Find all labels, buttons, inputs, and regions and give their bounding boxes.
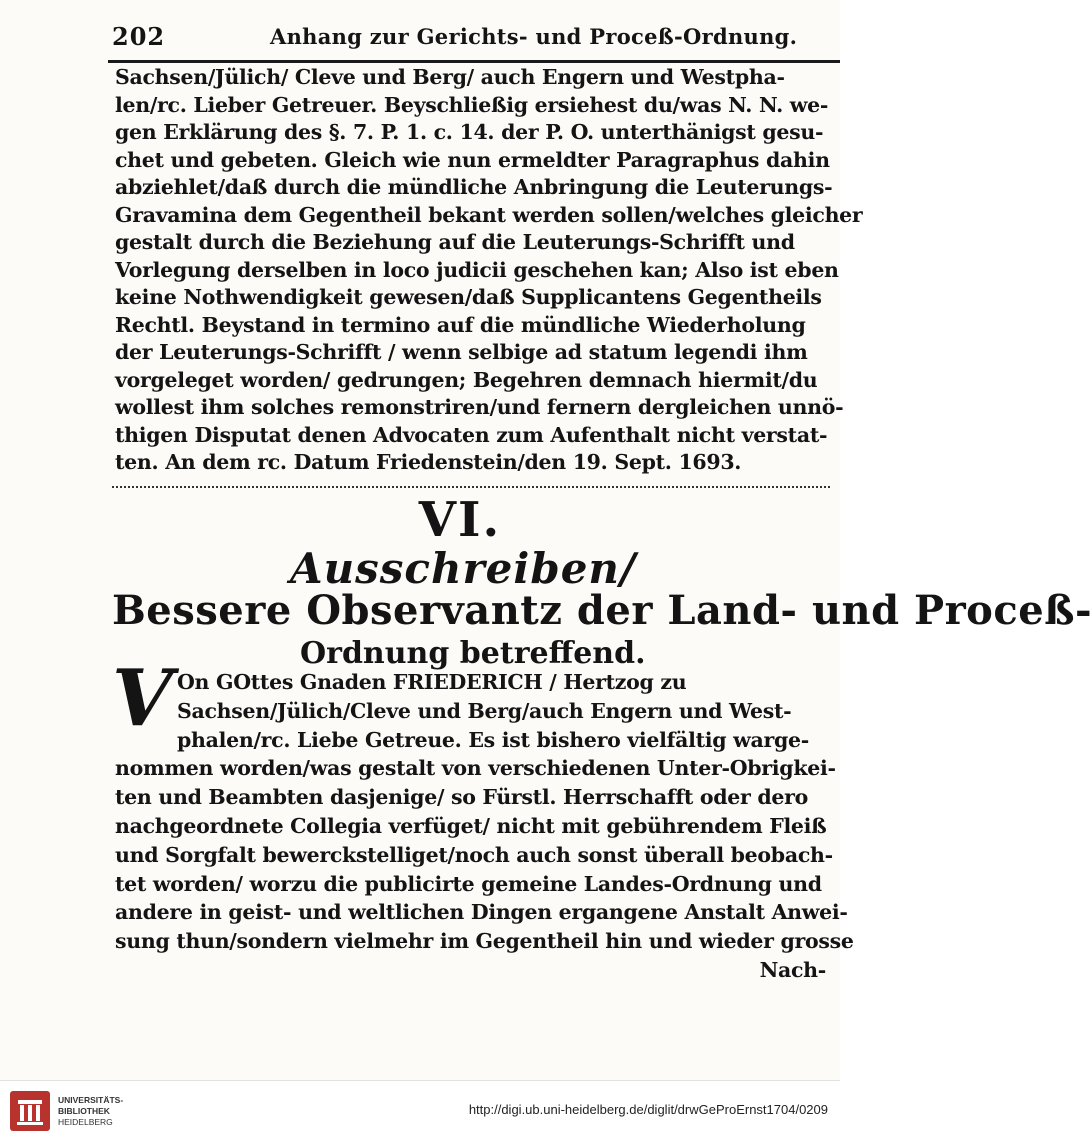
catchword: Nach- [759, 957, 826, 982]
university-logo-icon [10, 1091, 50, 1131]
text-line: Gravamina dem Gegentheil bekant werden sollen/welches gleicher [115, 202, 863, 227]
text-line: Sachsen/Jülich/Cleve und Berg/auch Engern und West- [177, 698, 792, 723]
viewer-footer [0, 1080, 840, 1142]
text-line: und Sorgfalt bewerckstelliget/noch auch sonst überall beobach- [115, 842, 833, 867]
text-line: Rechtl. Beystand in termino auf die mündliche Wiederholung [115, 312, 806, 337]
text-line: len/rc. Lieber Getreuer. Beyschließig ersiehest du/was N. N. we- [115, 92, 829, 117]
institution-line: HEIDELBERG [58, 1117, 113, 1127]
text-line: phalen/rc. Liebe Getreue. Es ist bishero vielfältig warge- [177, 727, 809, 752]
drop-cap-initial: V [112, 653, 173, 744]
text-line: gen Erklärung des §. 7. P. 1. c. 14. der P. O. unterthänigst gesu- [115, 120, 824, 144]
section-subtitle-cont: Ordnung betreffend. [300, 636, 646, 671]
text-line: vorgeleget worden/ gedrungen; Begehren demnach hiermit/du [115, 367, 818, 392]
institution-line: UNIVERSITÄTS- [58, 1095, 124, 1105]
text-line: keine Nothwendigkeit gewesen/daß Supplicantens Gegentheils [115, 285, 822, 309]
section-number: VI. [418, 492, 502, 548]
text-line: nommen worden/was gestalt von verschiedenen Unter-Obrigkei- [115, 756, 836, 781]
text-line: nachgeordnete Collegia verfüget/ nicht mit gebührendem Fleiß [115, 813, 827, 838]
page-number: 202 [112, 22, 166, 51]
header-rule [108, 60, 840, 63]
section-subtitle: Bessere Observantz der Land- und Proceß- [112, 587, 1092, 634]
institution-line: BIBLIOTHEK [58, 1106, 110, 1116]
lower-paragraph [115, 668, 854, 985]
text-line: On GOttes Gnaden FRIEDERICH / Hertzog zu [177, 670, 687, 694]
text-line: gestalt durch die Beziehung auf die Leuterungs-Schrifft und [115, 230, 795, 254]
text-line: chet und gebeten. Gleich wie nun ermeldter Paragraphus dahin [115, 147, 830, 172]
text-line: wollest ihm solches remonstriren/und fernern dergleichen unnö- [115, 395, 844, 419]
institution-name [58, 1095, 123, 1128]
text-line: andere in geist- und weltlichen Dingen ergangene Anstalt Anwei- [115, 900, 848, 925]
page-header [112, 22, 832, 58]
section-title: Ausschreiben/ [290, 544, 637, 593]
text-line: Sachsen/Jülich/ Cleve und Berg/ auch Engern und Westpha- [115, 65, 785, 89]
text-line: abziehlet/daß durch die mündliche Anbringung die Leuterungs- [115, 175, 833, 199]
text-line: Vorlegung derselben in loco judicii geschehen kan; Also ist eben [115, 257, 839, 282]
text-line: ten und Beambten dasjenige/ so Fürstl. Herrschafft oder dero [115, 785, 809, 810]
text-line: der Leuterungs-Schrifft / wenn selbige ad statum legendi ihm [115, 340, 808, 364]
upper-paragraph [115, 64, 863, 477]
section-divider [112, 486, 830, 490]
running-head: Anhang zur Gerichts- und Proceß-Ordnung. [270, 24, 798, 49]
text-line: thigen Disputat denen Advocaten zum Aufenthalt nicht verstat- [115, 422, 828, 447]
text-line: sung thun/sondern vielmehr im Gegentheil hin und wieder grosse [115, 929, 854, 954]
permalink-url[interactable]: http://digi.ub.uni-heidelberg.de/diglit/drwGeProErnst1704/0209 [468, 1102, 828, 1117]
text-line: ten. An dem rc. Datum Friedenstein/den 19. Sept. 1693. [115, 450, 742, 474]
text-line: tet worden/ worzu die publicirte gemeine Landes-Ordnung und [115, 871, 822, 896]
